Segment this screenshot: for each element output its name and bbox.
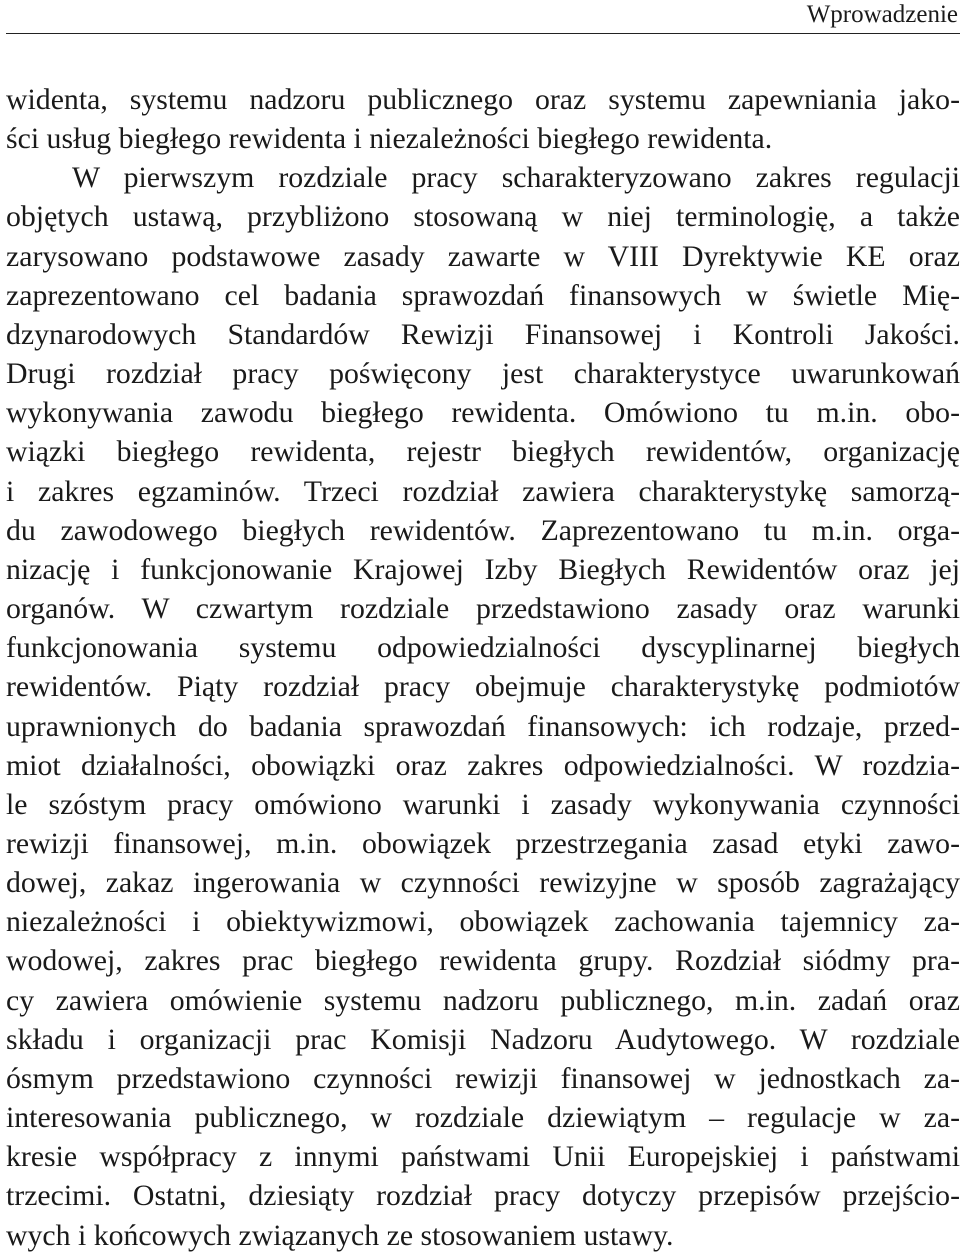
text-line: funkcjonowania systemu odpowiedzialności dyscyplinarnej biegłych (6, 631, 960, 665)
text-line: wych i końcowych związanych ze stosowaniem ustawy. (6, 1218, 674, 1252)
text-line: zarysowano podstawowe zasady zawarte w VIII Dyrektywie KE oraz (6, 239, 960, 273)
text-line: wiązki biegłego rewidenta, rejestr biegłych rewidentów, organizację (6, 435, 960, 469)
text-line: niezależności i obiektywizmowi, obowiązek zachowania tajemnicy za- (6, 905, 960, 939)
text-line: ści usług biegłego rewidenta i niezależności biegłego rewidenta. (6, 122, 773, 156)
text-line: W pierwszym rozdziale pracy scharakteryzowano zakres regulacji (72, 161, 960, 195)
text-line: wykonywania zawodu biegłego rewidenta. Omówiono tu m.in. obo- (6, 396, 960, 430)
text-line: zaprezentowano cel badania sprawozdań finansowych w świetle Mię- (6, 278, 960, 312)
text-line: dowej, zakaz ingerowania w czynności rewizyjne w sposób zagrażający (6, 866, 960, 900)
text-line: cy zawiera omówienie systemu nadzoru publicznego, m.in. zadań oraz (6, 983, 960, 1017)
text-line: miot działalności, obowiązki oraz zakres odpowiedzialności. W rozdzia- (6, 748, 960, 782)
text-line: wodowej, zakres prac biegłego rewidenta grupy. Rozdział siódmy pra- (6, 944, 960, 978)
text-line: kresie współpracy z innymi państwami Unii Europejskiej i państwami (6, 1140, 960, 1174)
text-line: dzynarodowych Standardów Rewizji Finansowej i Kontroli Jakości. (6, 317, 960, 351)
text-line: le szóstym pracy omówiono warunki i zasady wykonywania czynności (6, 787, 960, 821)
text-line: rewizji finansowej, m.in. obowiązek przestrzegania zasad etyki zawo- (6, 826, 960, 860)
text-line: interesowania publicznego, w rozdziale dziewiątym – regulacje w za- (6, 1101, 960, 1135)
text-line: trzecimi. Ostatni, dziesiąty rozdział pracy dotyczy przepisów przejścio- (6, 1179, 960, 1213)
text-line: objętych ustawą, przybliżono stosowaną w niej terminologię, a także (6, 200, 960, 234)
text-line: rewidentów. Piąty rozdział pracy obejmuje charakterystykę podmiotów (6, 670, 960, 704)
text-line: składu i organizacji prac Komisji Nadzoru Audytowego. W rozdziale (6, 1022, 960, 1056)
text-line: i zakres egzaminów. Trzeci rozdział zawiera charakterystykę samorzą- (6, 474, 960, 508)
text-line: ósmym przedstawiono czynności rewizji finansowej w jednostkach za- (6, 1061, 960, 1095)
text-line: nizację i funkcjonowanie Krajowej Izby Biegłych Rewidentów oraz jej (6, 552, 960, 586)
header-rule (6, 33, 960, 34)
body-text (6, 80, 960, 1255)
text-line: uprawnionych do badania sprawozdań finansowych: ich rodzaje, przed- (6, 709, 960, 743)
text-line: du zawodowego biegłych rewidentów. Zaprezentowano tu m.in. orga- (6, 513, 960, 547)
text-line: organów. W czwartym rozdziale przedstawiono zasady oraz warunki (6, 592, 960, 626)
text-line: Drugi rozdział pracy poświęcony jest charakterystyce uwarunkowań (6, 357, 960, 391)
running-head: Wprowadzenie (806, 1, 958, 28)
text-line: widenta, systemu nadzoru publicznego oraz systemu zapewniania jako- (6, 83, 960, 116)
